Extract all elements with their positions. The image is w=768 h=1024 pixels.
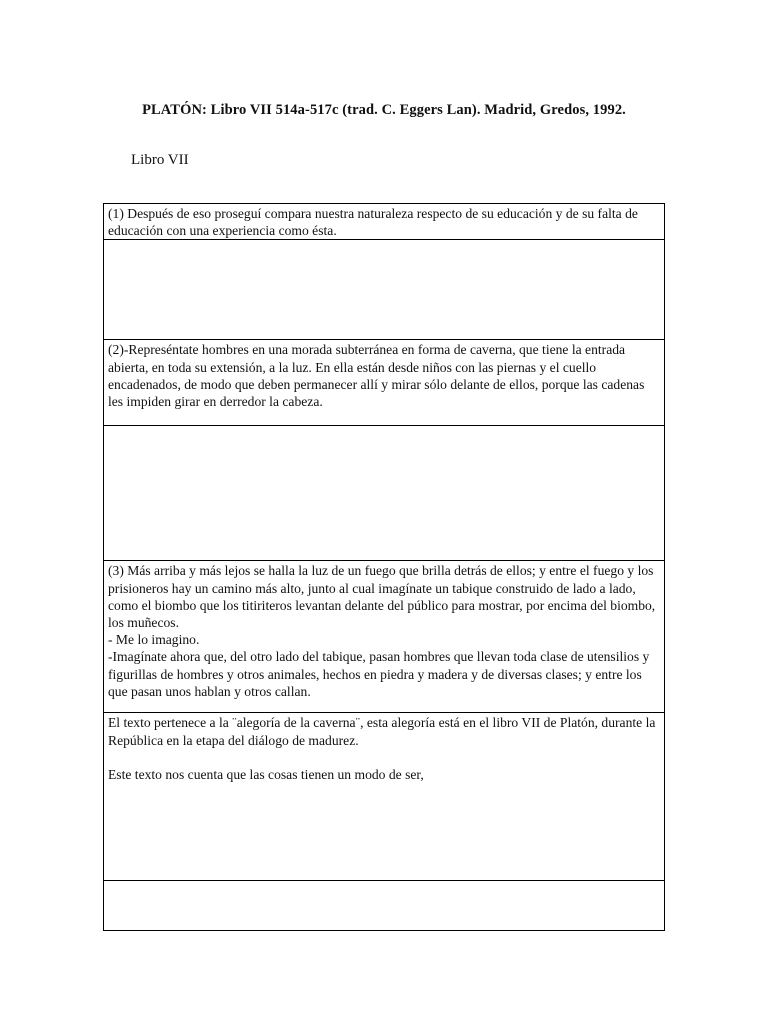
row-5-cell[interactable] bbox=[104, 561, 665, 713]
paragraph-gap bbox=[108, 749, 660, 766]
row-6-paragraph-2: Este texto nos cuenta que las cosas tienen un modo de ser, bbox=[108, 766, 424, 782]
document-title: PLATÓN: Libro VII 514a-517c (trad. C. Eggers Lan). Madrid, Gredos, 1992. bbox=[142, 102, 626, 118]
table-row bbox=[104, 713, 665, 881]
row-5-paragraph-1: (3) Más arriba y más lejos se halla la luz de un fuego que brilla detrás de ellos; y entre el fuego y los prisioneros hay un camino más alto, junto al cual imagínate un tabique construido de lado a lado, como el biombo que los titiriteros levantan delante del público para mostrar, por encima del biombo, los muñecos. bbox=[108, 563, 656, 631]
row-3-cell[interactable] bbox=[104, 340, 665, 426]
table-row bbox=[104, 881, 665, 931]
row-5-paragraph-3: -Imagínate ahora que, del otro lado del tabique, pasan hombres que llevan toda clase de utensilios y figurillas de hombres y otros animales, hechos en piedra y madera y de diversas clases; y entre los que pasan unos hablan y otros callan. bbox=[108, 649, 650, 699]
row-5-paragraph-2: - Me lo imagino. bbox=[108, 632, 200, 648]
row-4-answer-cell[interactable] bbox=[104, 426, 665, 561]
row-1-text: (1) Después de eso proseguí compara nuestra naturaleza respecto de su educación y de su falta de educación con una experiencia como ésta. bbox=[108, 206, 638, 239]
document-subtitle: Libro VII bbox=[131, 152, 189, 168]
row-6-paragraph-1: El texto pertenece a la ¨alegoría de la caverna¨, esta alegoría está en el libro VII de Platón, durante la República en la etapa del diálogo de madurez. bbox=[108, 715, 656, 748]
table-row bbox=[104, 204, 665, 240]
table-row bbox=[104, 240, 665, 340]
row-2-answer-cell[interactable] bbox=[104, 240, 665, 340]
table-row bbox=[104, 426, 665, 561]
table-row bbox=[104, 340, 665, 426]
row-3-text: (2)-Represéntate hombres en una morada subterránea en forma de caverna, que tiene la entrada abierta, en toda su extensión, a la luz. En ella están desde niños con las piernas y el cuello encadenados, de modo que deben permanecer allí y mirar sólo delante de ellos, porque las cadenas les impiden girar en derredor la cabeza. bbox=[108, 342, 645, 410]
row-6-cell[interactable] bbox=[104, 713, 665, 881]
row-1-cell[interactable] bbox=[104, 204, 665, 240]
row-7-answer-cell[interactable] bbox=[104, 881, 665, 931]
table-row bbox=[104, 561, 665, 713]
text-table bbox=[103, 203, 665, 931]
